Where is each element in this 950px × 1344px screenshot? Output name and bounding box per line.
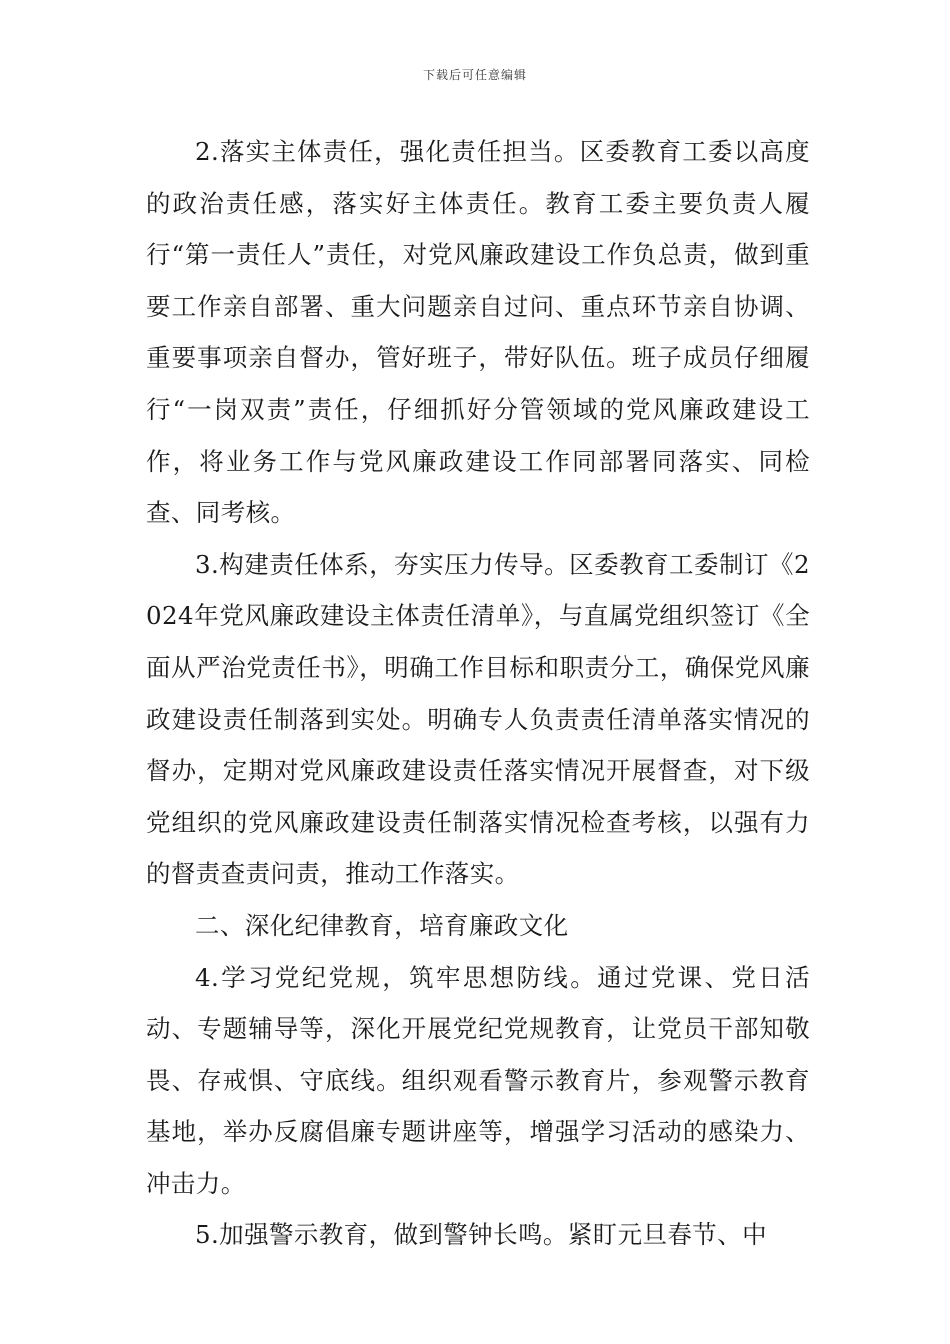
page-header: 下载后可任意编辑	[422, 68, 527, 82]
paragraph-item-4: 4.学习党纪党规，筑牢思想防线。通过党课、党日活动、专题辅导等，深化开展党纪党规教育，让党员干部知敬畏、存戒惧、守底线。组织观看警示教育片，参观警示教育基地，举办反腐倡廉专题讲座等，增强学习活动的感染力、冲击力。	[146, 962, 810, 1198]
section-heading: 二、深化纪律教育，培育廉政文化	[195, 910, 569, 940]
paragraph-item-2: 2.落实主体责任，强化责任担当。区委教育工委以高度的政治责任感，落实好主体责任。教育工委主要负责人履行“第一责任人”责任，对党风廉政建设工作负总责，做到重要工作亲自部署、重大问题亲自过问、重点环节亲自协调、重要事项亲自督办，管好班子，带好队伍。班子成员仔细履行“一岗双责”责任，仔细抓好分管领域的党风廉政建设工作，将业务工作与党风廉政建设工作同部署同落实、同检查、同考核。	[146, 137, 810, 528]
paragraph-item-5: 5.加强警示教育，做到警钟长鸣。紧盯元旦春节、中	[195, 1220, 767, 1250]
paragraph-item-3: 3.构建责任体系，夯实压力传导。区委教育工委制订《2024年党风廉政建设主体责任清单》，与直属党组织签订《全面从严治党责任书》，明确工作目标和职责分工，确保党风廉政建设责任制落到实处。明确专人负责责任清单落实情况的督办，定期对党风廉政建设责任落实情况开展督查，对下级党组织的党风廉政建设责任制落实情况检查考核，以强有力的督责查责问责，推动工作落实。	[146, 549, 810, 889]
document-body	[146, 126, 810, 1261]
